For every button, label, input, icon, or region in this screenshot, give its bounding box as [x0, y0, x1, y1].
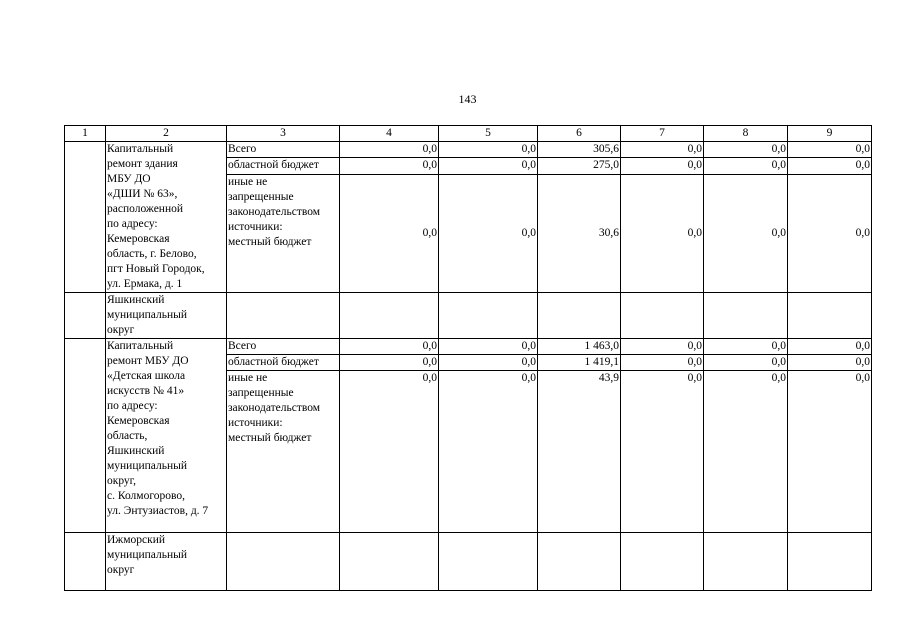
value-cell: 0,0 [340, 142, 439, 158]
value-cell: 43,9 [538, 371, 621, 533]
value-cell: 0,0 [621, 371, 704, 533]
value-cell: 0,0 [621, 158, 704, 174]
text-line: муниципальный [107, 309, 188, 321]
value-cell: 1 419,1 [538, 355, 621, 371]
empty-cell [621, 533, 704, 591]
value-cell: 0,0 [439, 355, 538, 371]
text-line: муниципальный [107, 460, 188, 472]
funding-source [227, 371, 340, 533]
text-line: Ижморский [107, 534, 166, 546]
value-cell: 0,0 [439, 174, 538, 292]
text-line: законодательством [228, 402, 321, 414]
empty-cell [788, 533, 872, 591]
empty-cell [65, 339, 106, 533]
table-row [65, 142, 872, 158]
value-cell: 0,0 [704, 174, 788, 292]
empty-cell [538, 533, 621, 591]
value-cell: 0,0 [621, 339, 704, 355]
value-cell: 0,0 [621, 355, 704, 371]
funding-source: областной бюджет [227, 158, 340, 174]
value-cell: 0,0 [439, 158, 538, 174]
value-cell: 0,0 [439, 142, 538, 158]
empty-cell [439, 293, 538, 339]
text-line: ул. Ермака, д. 1 [107, 278, 183, 290]
text-line: ул. Энтузиастов, д. 7 [107, 505, 209, 517]
value-cell: 0,0 [704, 158, 788, 174]
header-cell: 4 [340, 126, 439, 142]
funding-source [227, 174, 340, 292]
empty-cell [65, 142, 106, 293]
value-cell: 0,0 [621, 174, 704, 292]
value-cell: 0,0 [788, 174, 872, 292]
empty-cell [704, 293, 788, 339]
value-cell: 0,0 [788, 339, 872, 355]
text-line: Капитальный [107, 340, 174, 352]
text-line: местный бюджет [228, 432, 312, 444]
empty-cell [439, 533, 538, 591]
value-cell: 275,0 [538, 158, 621, 174]
district-name [106, 293, 227, 339]
empty-cell [65, 533, 106, 591]
value-cell: 0,0 [788, 142, 872, 158]
page-number: 143 [458, 92, 477, 106]
text-line: область, [107, 430, 148, 442]
value-cell: 30,6 [538, 174, 621, 292]
text-line: источники: [228, 417, 283, 429]
text-line: «Детская школа [107, 370, 186, 382]
text-line: Кемеровская [107, 233, 170, 245]
empty-cell [340, 533, 439, 591]
header-cell: 5 [439, 126, 538, 142]
object-description [106, 339, 227, 533]
funding-source: областной бюджет [227, 355, 340, 371]
value-cell: 0,0 [340, 339, 439, 355]
empty-cell [227, 533, 340, 591]
value-cell: 0,0 [439, 339, 538, 355]
text-line: расположенной [107, 203, 184, 215]
text-line: искусств № 41» [107, 385, 185, 397]
text-line: источники: [228, 220, 283, 233]
header-cell: 7 [621, 126, 704, 142]
text-line: пгт Новый Городок, [107, 263, 205, 275]
text-line: законодательством [228, 205, 321, 218]
empty-cell [788, 293, 872, 339]
header-cell: 9 [788, 126, 872, 142]
text-line: Яшкинский [107, 294, 165, 306]
district-row [65, 293, 872, 339]
value-cell: 305,6 [538, 142, 621, 158]
text-line: МБУ ДО [107, 173, 151, 185]
text-line: округ [107, 564, 135, 576]
table-row [65, 339, 872, 355]
text-line: муниципальный [107, 549, 188, 561]
empty-cell [704, 533, 788, 591]
value-cell: 0,0 [340, 355, 439, 371]
text-line: округ, [107, 475, 136, 487]
table-body [65, 126, 872, 591]
value-cell: 0,0 [704, 142, 788, 158]
header-cell: 6 [538, 126, 621, 142]
text-line: запрещенные [228, 190, 294, 203]
value-cell: 0,0 [340, 158, 439, 174]
value-cell: 1 463,0 [538, 339, 621, 355]
text-line: округ [107, 324, 135, 336]
value-cell: 0,0 [340, 174, 439, 292]
text-line: Кемеровская [107, 415, 170, 427]
value-cell: 0,0 [704, 371, 788, 533]
funding-source: Всего [227, 142, 340, 158]
value-cell: 0,0 [788, 158, 872, 174]
value-cell: 0,0 [439, 371, 538, 533]
header-cell: 3 [227, 126, 340, 142]
text-line: по адресу: [107, 218, 158, 230]
value-cell: 0,0 [788, 371, 872, 533]
budget-table [64, 125, 872, 591]
value-cell: 0,0 [704, 339, 788, 355]
text-line: «ДШИ № 63», [107, 188, 178, 200]
district-name [106, 533, 227, 591]
text-line: Яшкинский [107, 445, 165, 457]
header-cell: 2 [106, 126, 227, 142]
value-cell: 0,0 [621, 142, 704, 158]
text-line: по адресу: [107, 400, 158, 412]
text-line: с. Колмогорово, [107, 490, 185, 502]
text-line: Капитальный [107, 143, 174, 155]
empty-cell [538, 293, 621, 339]
text-line: область, г. Белово, [107, 248, 197, 260]
header-row [65, 126, 872, 142]
value-cell: 0,0 [788, 355, 872, 371]
text-line: иные не [228, 175, 268, 188]
object-description [106, 142, 227, 293]
text-line: ремонт здания [107, 158, 178, 170]
empty-cell [621, 293, 704, 339]
header-cell: 8 [704, 126, 788, 142]
empty-cell [340, 293, 439, 339]
empty-cell [227, 293, 340, 339]
header-cell: 1 [65, 126, 106, 142]
value-cell: 0,0 [704, 355, 788, 371]
text-line: местный бюджет [228, 235, 312, 248]
funding-source: Всего [227, 339, 340, 355]
text-line: иные не [228, 372, 268, 384]
district-row [65, 533, 872, 591]
text-line: ремонт МБУ ДО [107, 355, 189, 367]
empty-cell [65, 293, 106, 339]
value-cell: 0,0 [340, 371, 439, 533]
text-line: запрещенные [228, 387, 294, 399]
